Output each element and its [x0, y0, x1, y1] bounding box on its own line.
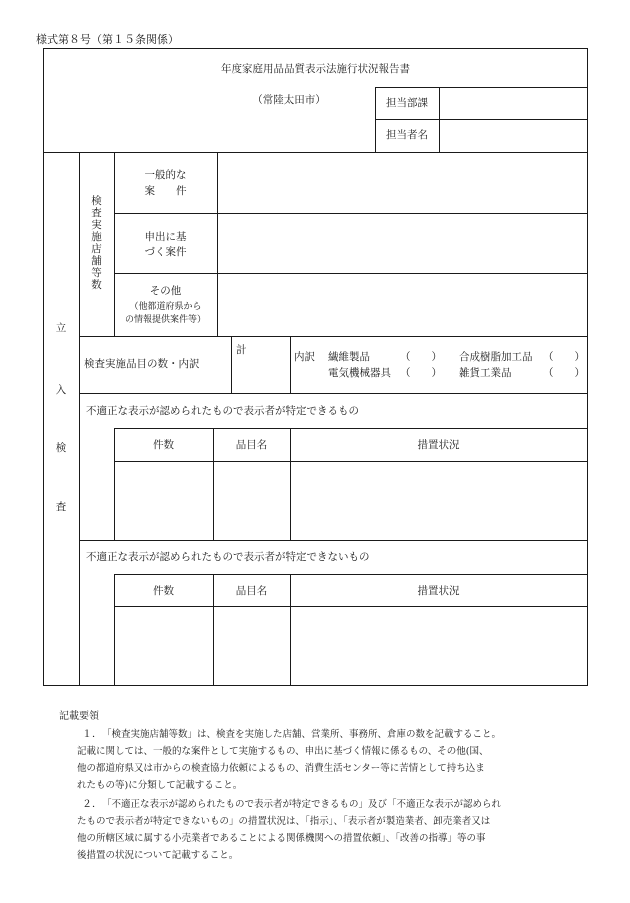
form-number: 様式第８号（第１５条関係）: [36, 33, 179, 46]
unidentified-count-cell[interactable]: [115, 607, 213, 685]
section-label-char: 検: [55, 442, 67, 454]
category-electric-count[interactable]: （ ）: [400, 367, 442, 379]
stores-label-char: 舗: [91, 255, 102, 267]
note-line: 他の都道府県又は市からの検査協力依頼によるもの、消費生活センター等に苦情として持ち込ま: [77, 763, 485, 774]
unidentified-heading: 不適正な表示が認められたもので表示者が特定できないもの: [86, 551, 370, 563]
items-label: 検査実施品目の数・内訳: [84, 358, 200, 370]
stores-label-char: 施: [91, 231, 102, 243]
note-number: １．: [82, 729, 102, 740]
note-line: 後措置の状況について記載すること。: [77, 850, 239, 861]
city-name: （常陸太田市）: [252, 94, 326, 106]
stores-label-char: 等: [91, 267, 102, 279]
store-row-other-sublabel: （他都道府県から: [129, 302, 202, 312]
unidentified-item-cell[interactable]: [214, 607, 290, 685]
category-resin: 合成樹脂加工品: [459, 351, 533, 363]
report-title: 年度家庭用品品質表示法施行状況報告書: [221, 63, 410, 75]
category-textile-count[interactable]: （ ）: [400, 351, 442, 363]
identified-count-cell[interactable]: [115, 462, 213, 540]
note-line: れたもの等)に分類して記載すること。: [77, 780, 243, 791]
store-row-request-label: づく案件: [144, 246, 187, 258]
identified-col-count: 件数: [153, 439, 174, 451]
note-number: ２．: [82, 799, 102, 810]
note-line: たもので表示者が特定できないもの」の措置状況は、「指示」、「表示者が製造業者、卸売業者又は: [77, 816, 491, 827]
dept-label: 担当部課: [386, 97, 428, 109]
unidentified-measures-cell[interactable]: [291, 607, 587, 685]
store-row-other-sublabel: の情報提供案件等）: [124, 315, 206, 325]
category-sundries-count[interactable]: （ ）: [543, 367, 585, 379]
unidentified-col-measures: 措置状況: [417, 585, 460, 597]
breakdown-label: 内訳: [294, 351, 315, 363]
stores-label-char: 検: [91, 195, 102, 207]
note-line: 「検査実施店舗等数」は、検査を実施した店舗、営業所、事務所、倉庫の数を記載すること。: [102, 729, 502, 740]
section-label-char: 立: [55, 322, 67, 334]
category-sundries: 雑貨工業品: [459, 367, 512, 379]
category-electric: 電気機械器具: [328, 367, 391, 379]
identified-col-measures: 措置状況: [417, 439, 460, 451]
store-row-request-label: 申出に基: [144, 231, 187, 243]
note-line: 他の所轄区域に属する小売業者であることによる関係機関への措置依頼」、「改善の指導」等の事: [77, 833, 486, 844]
stores-label-char: 実: [91, 219, 102, 231]
identified-heading: 不適正な表示が認められたもので表示者が特定できるもの: [86, 405, 359, 417]
section-label-char: 査: [55, 501, 67, 513]
note-line: 「不適正な表示が認められたもので表示者が特定できるもの」及び「不適正な表示が認められ: [102, 799, 502, 810]
identified-item-cell[interactable]: [214, 462, 290, 540]
unidentified-col-count: 件数: [153, 585, 174, 597]
category-textile: 繊維製品: [328, 351, 370, 363]
store-row-general-label: 案 件: [144, 185, 187, 197]
store-row-other-label: その他: [149, 285, 182, 297]
notes-title: 記載要領: [59, 711, 99, 722]
stores-label-char: 査: [91, 207, 102, 219]
person-label: 担当者名: [386, 129, 428, 141]
note-line: 記載に関しては、一般的な案件として実施するもの、申出に基づく情報に係るもの、その他(国、: [77, 746, 489, 757]
stores-label-char: 数: [91, 279, 102, 291]
category-resin-count[interactable]: （ ）: [543, 351, 585, 363]
items-total-label: 計: [236, 344, 247, 356]
section-label-char: 入: [55, 384, 67, 396]
stores-label-char: 店: [91, 243, 102, 255]
identified-measures-cell[interactable]: [291, 462, 587, 540]
store-row-general-label: 一般的な: [144, 169, 187, 181]
unidentified-col-item: 品目名: [235, 585, 268, 597]
identified-col-item: 品目名: [235, 439, 268, 451]
